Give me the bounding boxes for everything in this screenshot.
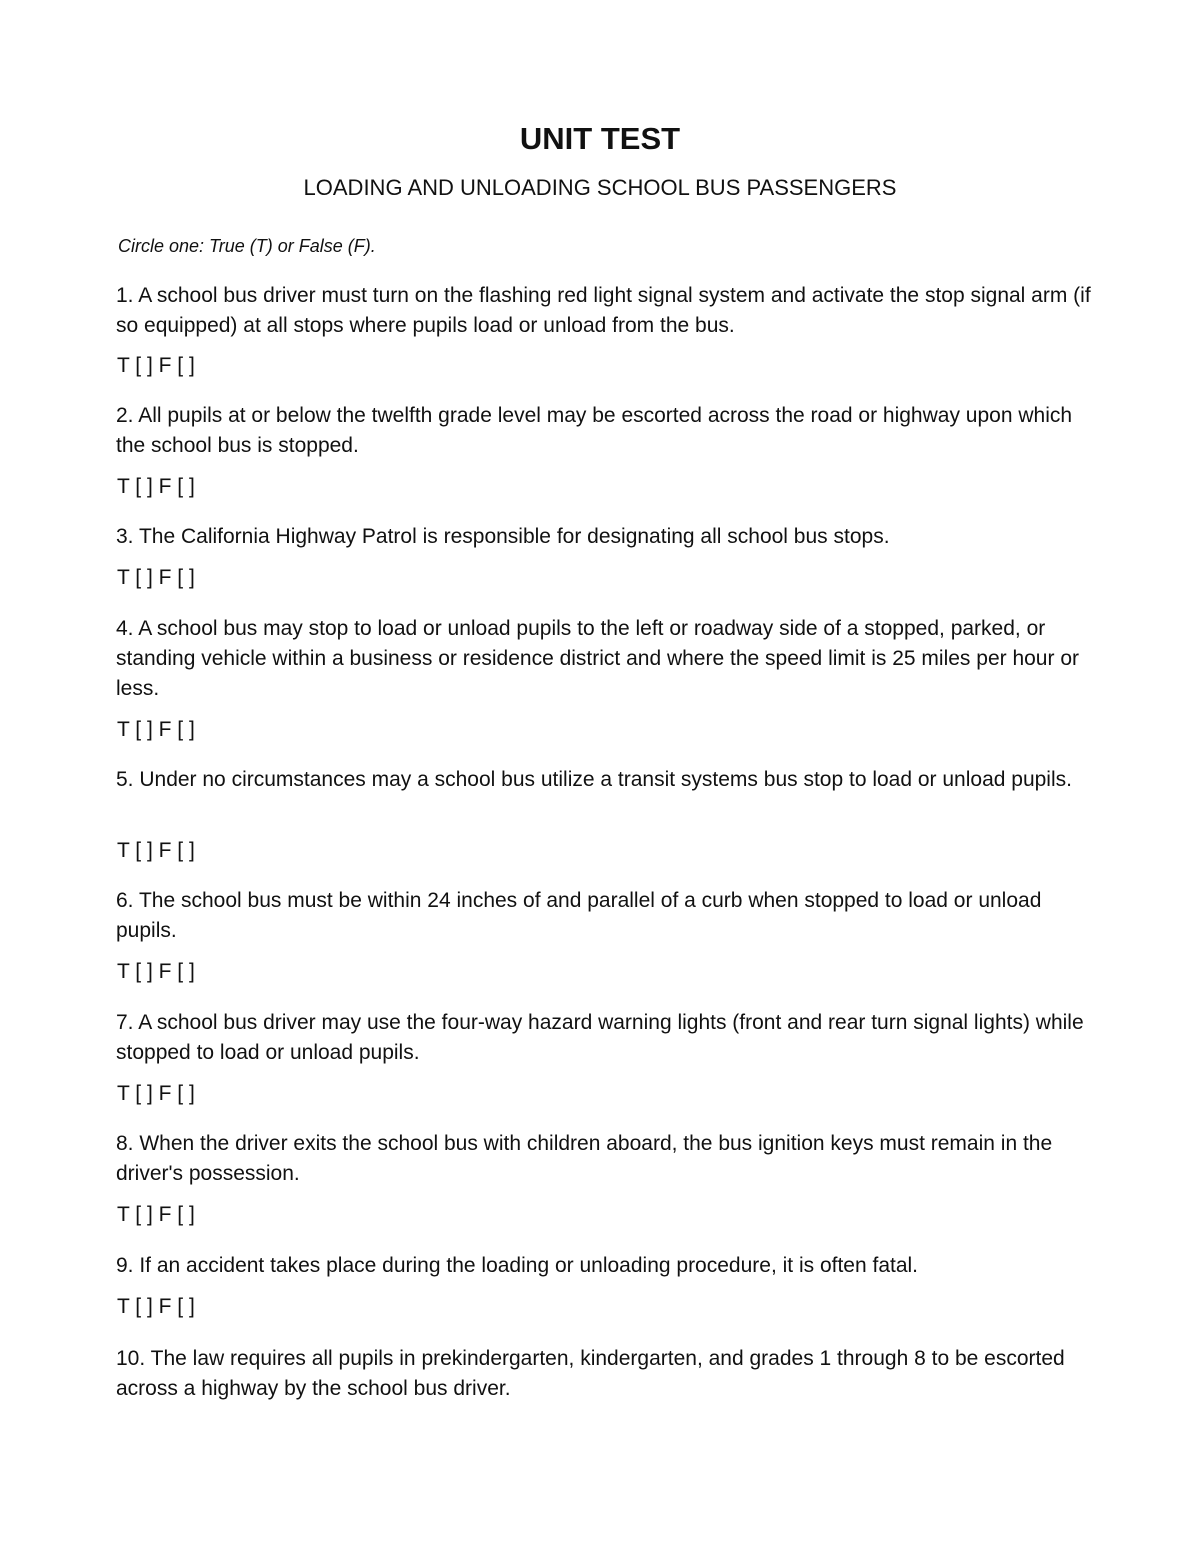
question-8: 8. When the driver exits the school bus with children aboard, the bus ignition keys must remain in the driver's possession. <box>116 1132 1053 1185</box>
question-10: 10. The law requires all pupils in prekindergarten, kindergarten, and grades 1 through 8 to be escorted across a highway by the school bus driver. <box>116 1347 1065 1400</box>
answer-options-5: T [ ] F [ ] <box>117 839 195 862</box>
question-7: 7. A school bus driver may use the four-way hazard warning lights (front and rear turn signal lights) while stopped to load or unload pupils. <box>116 1011 1084 1064</box>
page-subtitle: LOADING AND UNLOADING SCHOOL BUS PASSENGERS <box>303 175 897 200</box>
page-title: UNIT TEST <box>519 121 681 156</box>
answer-options-8: T [ ] F [ ] <box>117 1203 195 1226</box>
question-2: 2. All pupils at or below the twelfth grade level may be escorted across the road or highway upon which the school bus is stopped. <box>116 404 1073 457</box>
instruction-text: Circle one: True (T) or False (F). <box>118 236 376 256</box>
answer-options-4: T [ ] F [ ] <box>117 718 195 741</box>
question-6: 6. The school bus must be within 24 inches of and parallel of a curb when stopped to load or unload pupils. <box>116 889 1042 942</box>
question-3: 3. The California Highway Patrol is responsible for designating all school bus stops. <box>116 525 890 548</box>
answer-options-7: T [ ] F [ ] <box>117 1082 195 1105</box>
question-9: 9. If an accident takes place during the loading or unloading procedure, it is often fatal. <box>116 1254 919 1277</box>
question-1: 1. A school bus driver must turn on the flashing red light signal system and activate the stop signal arm (if so equipped) at all stops where pupils load or unload from the bus. <box>116 284 1091 337</box>
answer-options-1: T [ ] F [ ] <box>117 354 195 377</box>
answer-options-2: T [ ] F [ ] <box>117 475 195 498</box>
answer-options-9: T [ ] F [ ] <box>117 1295 195 1318</box>
answer-options-3: T [ ] F [ ] <box>117 566 195 589</box>
question-4: 4. A school bus may stop to load or unload pupils to the left or roadway side of a stopped, parked, or standing vehicle within a business or residence district and where the speed limit is 25 miles per hour or less. <box>116 617 1079 700</box>
question-5: 5. Under no circumstances may a school bus utilize a transit systems bus stop to load or unload pupils. <box>116 768 1072 791</box>
answer-options-6: T [ ] F [ ] <box>117 960 195 983</box>
